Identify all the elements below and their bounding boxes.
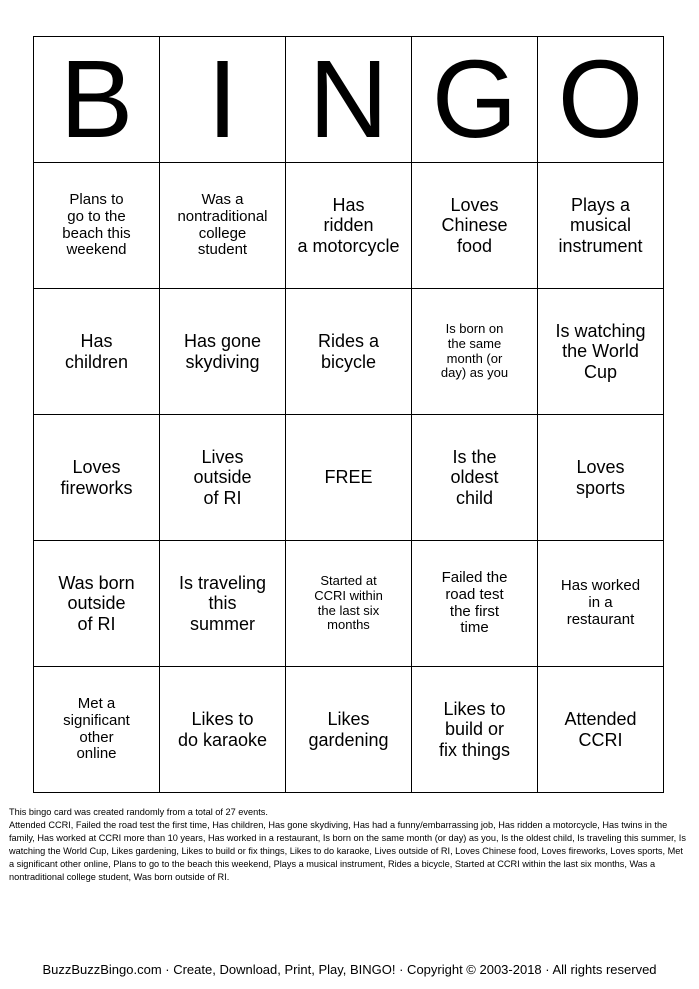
header-letter-g: G [412,37,538,163]
card-row [34,541,664,667]
bingo-cell[interactable]: Was born outside of RI [34,541,160,667]
bingo-cell[interactable]: Plans to go to the beach this weekend [34,163,160,289]
card-row [34,289,664,415]
notes-summary: This bingo card was created randomly from a total of 27 events. [9,807,268,817]
header-letter-i: I [160,37,286,163]
bingo-cell[interactable]: Rides a bicycle [286,289,412,415]
bingo-cell[interactable]: Is watching the World Cup [538,289,664,415]
bingo-cell[interactable]: Has gone skydiving [160,289,286,415]
card-row [34,415,664,541]
bingo-cell[interactable]: Is traveling this summer [160,541,286,667]
bingo-cell[interactable]: Met a significant other online [34,667,160,793]
header-row [34,37,664,163]
bingo-cell[interactable]: Plays a musical instrument [538,163,664,289]
bingo-cell[interactable]: Attended CCRI [538,667,664,793]
site-footer: BuzzBuzzBingo.com · Create, Download, Print, Play, BINGO! · Copyright © 2003-2018 · All rights reserved [42,962,657,977]
bingo-cell[interactable]: Likes gardening [286,667,412,793]
card-row [34,163,664,289]
bingo-cell[interactable]: Loves Chinese food [412,163,538,289]
bingo-cell[interactable]: Has children [34,289,160,415]
bingo-cell[interactable]: Loves fireworks [34,415,160,541]
bingo-cell[interactable]: Loves sports [538,415,664,541]
header-letter-o: O [538,37,664,163]
bingo-cell[interactable]: Failed the road test the first time [412,541,538,667]
bingo-cell[interactable]: Is the oldest child [412,415,538,541]
bingo-cell[interactable]: Started at CCRI within the last six months [286,541,412,667]
bingo-cell[interactable]: Lives outside of RI [160,415,286,541]
card-notes [9,806,689,884]
bingo-card [33,36,664,793]
bingo-cell[interactable]: Is born on the same month (or day) as you [412,289,538,415]
free-space-cell[interactable]: FREE [286,415,412,541]
header-letter-b: B [34,37,160,163]
bingo-cell[interactable]: Likes to do karaoke [160,667,286,793]
bingo-cell[interactable]: Was a nontraditional college student [160,163,286,289]
bingo-cell[interactable]: Has ridden a motorcycle [286,163,412,289]
card-row [34,667,664,793]
notes-event-list: Attended CCRI, Failed the road test the first time, Has children, Has gone skydiving, Has had a funny/embarrassing job, Has ridden a motorcycle, Has twins in the family, Has worked at CCRI more than 10 years, Has worked in a restaurant, Is born on the same month (or day) as you, Is the oldest child, Is traveling this summer, Is watching the World Cup, Likes gardening, Likes to build or fix things, Likes to do karaoke, Lives outside of RI, Loves Chinese food, Loves fireworks, Loves sports, Met a significant other online, Plans to go to the beach this weekend, Plays a musical instrument, Rides a bicycle, Started at CCRI within the last six months, Was a nontraditional college student, Was born outside of RI. [9,820,686,882]
bingo-cell[interactable]: Has worked in a restaurant [538,541,664,667]
bingo-cell[interactable]: Likes to build or fix things [412,667,538,793]
header-letter-n: N [286,37,412,163]
